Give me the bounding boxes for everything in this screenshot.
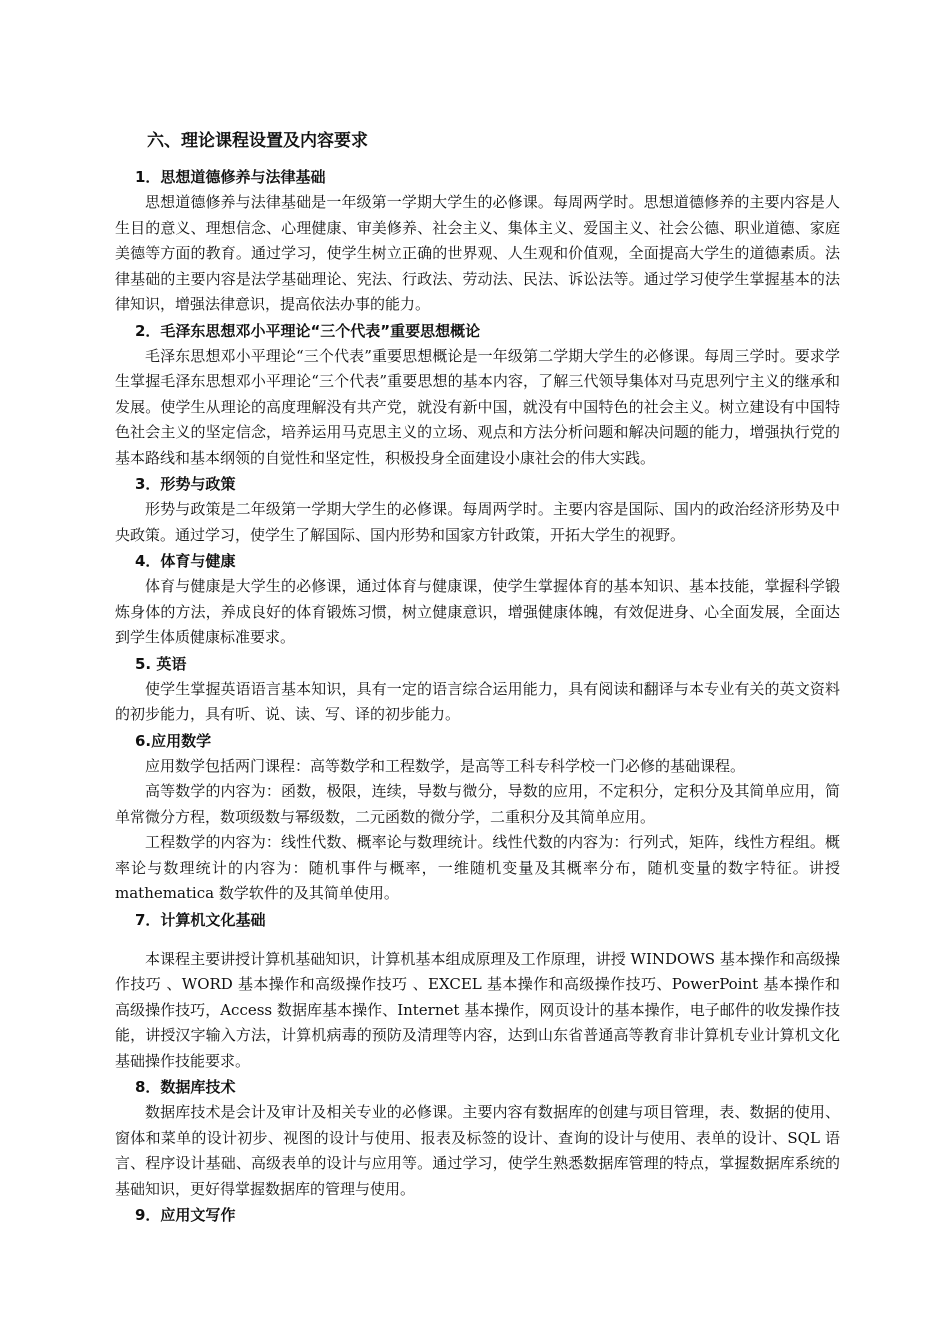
section-paragraph: 思想道德修养与法律基础是一年级第一学期大学生的必修课。每周两学时。思想道德修养的主要内容是人生目的意义、理想信念、心理健康、审美修养、社会主义、集体主义、爱国主义、社会公德、职业道德、家庭美德等方面的教育。通过学习，使学生树立正确的世界观、人生观和价值观，全面提高大学生的道德素质。法律基础的主要内容是法学基础理论、宪法、行政法、劳动法、民法、诉讼法等。通过学习使学生掌握基本的法律知识，增强法律意识，提高依法办事的能力。 [115,193,840,313]
section-5 [115,651,840,728]
section-paragraph: 数据库技术是会计及审计及相关专业的必修课。主要内容有数据库的创建与项目管理，表、数据的使用、窗体和菜单的设计初步、视图的设计与使用、报表及标签的设计、查询的设计与使用、表单的设计、SQL 语言、程序设计基础、高级表单的设计与应用等。通过学习，使学生熟悉数据库管理的特点，掌握数据库系统的基础知识，更好得掌握数据库的管理与使用。 [115,1103,840,1198]
section-3 [115,471,840,548]
spacer [115,933,840,947]
section-paragraph: 高等数学的内容为：函数，极限，连续，导数与微分，导数的应用，不定积分，定积分及其简单应用，简单常微分方程，数项级数与幂级数，二元函数的微分学，二重积分及其简单应用。 [115,782,840,826]
section-paragraph: 应用数学包括两门课程：高等数学和工程数学，是高等工科专科学校一门必修的基础课程。 [145,756,746,775]
page-title: 六、理论课程设置及内容要求 [147,131,368,151]
section-4 [115,548,840,651]
section-7 [115,907,840,1075]
section-6 [115,728,840,907]
section-paragraph: 形势与政策是二年级第一学期大学生的必修课。每周两学时。主要内容是国际、国内的政治经济形势及中央政策。通过学习，使学生了解国际、国内形势和国家方针政策，开拓大学生的视野。 [115,500,840,544]
section-1 [115,164,840,318]
section-heading: 7．计算机文化基础 [135,910,266,929]
section-heading: 9．应用文写作 [135,1206,236,1224]
section-paragraph: 使学生掌握英语语言基本知识，具有一定的语言综合运用能力，具有阅读和翻译与本专业有关的英文资料的初步能力，具有听、说、读、写、译的初步能力。 [115,679,840,723]
section-8 [115,1074,840,1202]
section-paragraph: 工程数学的内容为：线性代数、概率论与数理统计。线性代数的内容为：行列式，矩阵，线性方程组。概率论与数理统计的内容为：随机事件与概率，一维随机变量及其概率分布，随机变量的数字特征。讲授 mathematica 数学软件的及其简单使用。 [115,833,840,902]
section-paragraph: 体育与健康是大学生的必修课，通过体育与健康课，使学生掌握体育的基本知识、基本技能，掌握科学锻炼身体的方法，养成良好的体育锻炼习惯，树立健康意识，增强健康体魄，有效促进身、心全面发展，全面达到学生体质健康标准要求。 [115,577,840,646]
section-heading: 1．思想道德修养与法律基础 [135,168,326,186]
document-page [115,120,840,1228]
section-2 [115,318,840,472]
section-heading: 4．体育与健康 [135,552,236,570]
section-heading: 6.应用数学 [135,731,212,750]
section-heading: 5. 英语 [135,654,187,673]
section-paragraph: 毛泽东思想邓小平理论“三个代表”重要思想概论是一年级第二学期大学生的必修课。每周三学时。要求学生掌握毛泽东思想邓小平理论“三个代表”重要思想的基本内容，了解三代领导集体对马克思列宁主义的继承和发展。使学生从理论的高度理解没有共产党，就没有新中国，就没有中国特色的社会主义。树立建设有中国特色社会主义的坚定信念，培养运用马克思主义的立场、观点和方法分析问题和解决问题的能力，增强执行党的基本路线和基本纲领的自觉性和坚定性，积极投身全面建设小康社会的伟大实践。 [115,346,840,467]
section-heading: 3．形势与政策 [135,475,236,493]
section-9 [115,1202,840,1228]
section-heading: 2．毛泽东思想邓小平理论“三个代表”重要思想概论 [135,321,481,340]
section-heading: 8．数据库技术 [135,1078,236,1096]
section-paragraph: 本课程主要讲授计算机基础知识，计算机基本组成原理及工作原理，讲授 WINDOWS 基本操作和高级操作技巧 、WORD 基本操作和高级操作技巧 、EXCEL 基本操作和高级操作技巧、PowerPoint 基本操作和高级操作技巧，Access 数据库基本操作、Internet 基本操作，网页设计的基本操作，电子邮件的收发操作技能，讲授汉字输入方法，计算机病毒的预防及清理等内容，达到山东省普通高等教育非计算机专业计算机文化基础操作技能要求。 [115,949,840,1070]
